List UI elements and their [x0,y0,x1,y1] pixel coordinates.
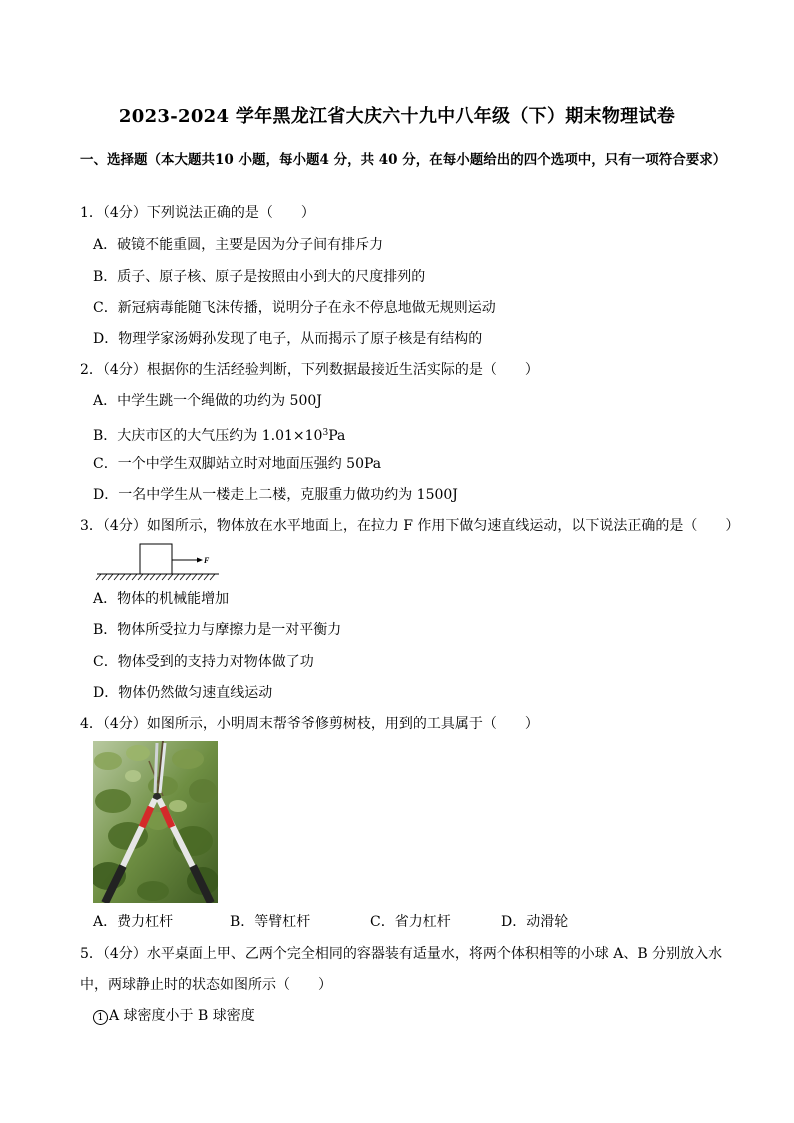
pruning-shears-photo [93,741,218,903]
q2-option-a: A．中学生跳一个绳做的功约为 500J [93,393,322,409]
q1-option-b: B．质子、原子核、原子是按照由小到大的尺度排列的 [93,269,426,285]
q5-item-1 [93,1006,255,1026]
q2-option-d: D．一名中学生从一楼走上二楼，克服重力做功约为 1500J [93,487,458,503]
q2-option-b-text: B．大庆市区的大气压约为 1.01×10 [93,428,323,444]
q1-option-d: D．物理学家汤姆孙发现了电子，从而揭示了原子核是有结构的 [93,331,483,347]
q3-force-arrowhead [197,558,203,563]
q5-stem-line2: 中，两球静止时的状态如图所示（ ） [80,977,332,993]
q4-option-c: C．省力杠杆 [370,914,451,930]
q4-option-b: B．等臂杠杆 [230,914,311,930]
q5-item-1-mark: 1 [93,1010,108,1025]
q2-option-b [93,423,345,446]
q3-stem: 3．（4分）如图所示，物体放在水平地面上，在拉力 F 作用下做匀速直线运动，以下说法正确的是（ ） [80,518,740,534]
q5-stem-line1: 5．（4分）水平桌面上甲、乙两个完全相同的容器装有适量水，将两个体积相等的小球 A、B 分别放入水 [80,946,723,962]
q2-stem: 2．（4分）根据你的生活经验判断，下列数据最接近生活实际的是（ ） [80,362,539,378]
q2-option-b-unit: Pa [328,428,346,444]
q4-stem: 4．（4分）如图所示，小明周末帮爷爷修剪树枝，用到的工具属于（ ） [80,716,539,732]
q3-force-label: F [204,556,210,565]
q3-option-c: C．物体受到的支持力对物体做了功 [93,654,314,670]
q3-option-a: A．物体的机械能增加 [93,591,230,607]
q1-option-a: A．破镜不能重圆，主要是因为分子间有排斥力 [93,237,384,253]
q3-figure [93,540,223,582]
q3-option-b: B．物体所受拉力与摩擦力是一对平衡力 [93,622,342,638]
page-title: 2023-2024 学年黑龙江省大庆六十九中八年级（下）期末物理试卷 [118,106,676,127]
q4-option-a: A．费力杠杆 [93,914,174,930]
q5-item-1-text: A 球密度小于 B 球密度 [109,1008,255,1024]
q3-option-d: D．物体仍然做匀速直线运动 [93,685,273,701]
q4-option-d: D．动滑轮 [501,914,569,930]
q3-block [140,544,172,574]
q1-option-c: C．新冠病毒能随飞沫传播，说明分子在永不停息地做无规则运动 [93,300,496,316]
q2-option-b-exponent: 3 [322,428,329,438]
q1-stem: 1．（4分）下列说法正确的是（ ） [80,205,315,221]
q2-option-c: C．一个中学生双脚站立时对地面压强约 50Pa [93,456,382,472]
q3-ground-hatch [96,574,215,580]
section-heading: 一、选择题（本大题共10 小题，每小题4 分，共 40 分，在每小题给出的四个选项中，只有一项符合要求） [80,152,727,168]
q4-options [93,912,568,932]
